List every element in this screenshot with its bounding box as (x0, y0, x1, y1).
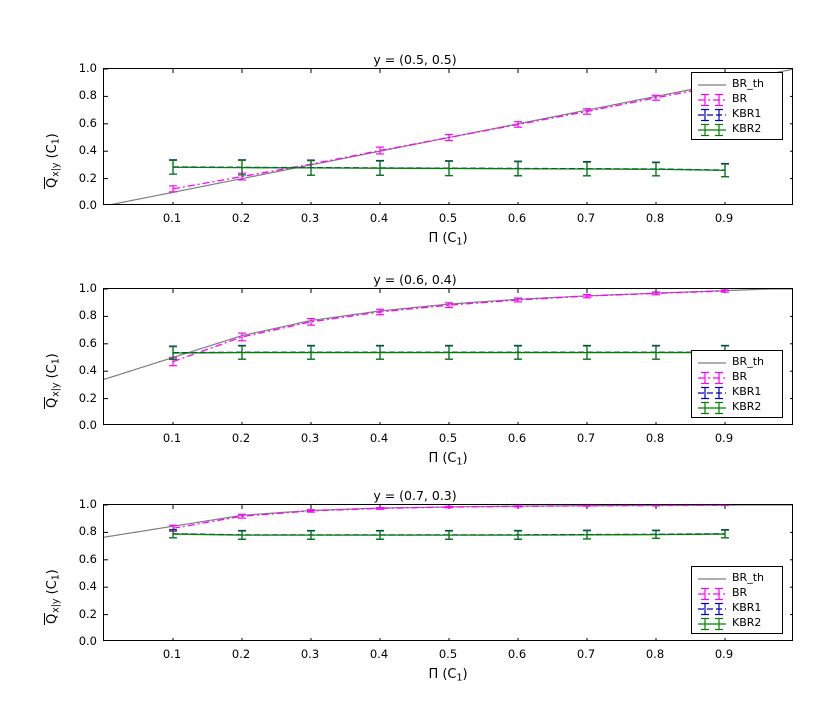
legend-label: KBR1 (732, 384, 762, 398)
legend-item-kbr2[interactable] (696, 121, 777, 136)
x-axis-label-close: ) (462, 231, 468, 246)
legend (691, 566, 783, 634)
legend-label: BR_th (732, 354, 764, 368)
legend-item-kbr1[interactable] (696, 384, 777, 399)
x-tick-label: 0.7 (576, 211, 596, 225)
x-tick-label: 0.8 (645, 431, 665, 445)
y-axis-label-hat-q: Q (45, 177, 60, 188)
x-tick-label: 0.7 (576, 647, 596, 661)
x-axis-label-main: Π (C (428, 231, 457, 246)
panel-title: y = (0.6, 0.4) (373, 272, 457, 287)
x-axis-label-subscript: 1 (456, 456, 463, 468)
x-tick-label: 0.4 (369, 211, 389, 225)
x-tick-label: 0.9 (714, 431, 734, 445)
y-tick-label: 0.8 (78, 88, 97, 103)
legend-swatch-icon (696, 355, 728, 369)
legend-swatch-icon (696, 601, 728, 615)
legend-label: KBR1 (732, 106, 762, 120)
y-tick-label: 0.2 (78, 390, 97, 405)
y-axis-label-subscript-2: 1 (50, 573, 62, 580)
y-axis-label-subscript-2: 1 (50, 357, 62, 364)
legend-label: BR (732, 585, 748, 599)
legend (691, 350, 783, 418)
y-axis-label-close: ) (45, 132, 60, 138)
y-axis-label-subscript: x|y (50, 382, 62, 397)
panel-title: y = (0.7, 0.3) (373, 488, 457, 503)
x-tick-label: 0.1 (162, 647, 182, 661)
legend-item-br_th[interactable] (696, 76, 777, 91)
y-axis-label (45, 569, 61, 625)
y-axis-label-subscript: x|y (50, 598, 62, 613)
legend-item-kbr1[interactable] (696, 106, 777, 121)
legend-label: KBR2 (732, 399, 762, 413)
x-tick-label: 0.5 (438, 211, 458, 225)
plot-area (103, 68, 793, 205)
x-tick-label: 0.2 (231, 431, 251, 445)
x-axis-label (388, 667, 508, 683)
legend-item-br[interactable] (696, 91, 777, 106)
x-axis-label-main: Π (C (428, 667, 457, 682)
y-tick-label: 0.0 (78, 418, 97, 432)
x-tick-label: 0.5 (438, 647, 458, 661)
y-tick-label: 0.2 (78, 170, 97, 185)
x-tick-label: 0.8 (645, 647, 665, 661)
panel-title: y = (0.5, 0.5) (373, 52, 457, 67)
y-axis-label (45, 133, 61, 189)
y-tick-label: 0.4 (78, 143, 97, 158)
legend-swatch-icon (696, 586, 728, 600)
y-axis-label (45, 353, 61, 409)
y-tick-label: 0.4 (78, 363, 97, 378)
x-tick-label: 0.6 (507, 431, 527, 445)
legend-swatch-icon (696, 77, 728, 91)
y-axis-label-rest: (C (45, 143, 60, 163)
y-tick-label: 1.0 (78, 497, 97, 511)
legend-swatch-icon (696, 571, 728, 585)
x-tick-label: 0.8 (645, 211, 665, 225)
y-tick-label: 0.4 (78, 579, 97, 594)
y-tick-label: 1.0 (78, 281, 97, 295)
legend-swatch-icon (696, 122, 728, 136)
x-axis-label-close: ) (462, 667, 468, 682)
y-tick-label: 0.6 (78, 551, 97, 566)
y-axis-label-hat-q: Q (45, 613, 60, 624)
x-tick-label: 0.3 (300, 431, 320, 445)
y-tick-label: 0.0 (78, 634, 97, 648)
y-tick-label: 0.0 (78, 198, 97, 212)
legend-swatch-icon (696, 92, 728, 106)
y-axis-label-rest: (C (45, 363, 60, 383)
legend-item-br_th[interactable] (696, 570, 777, 585)
x-tick-label: 0.3 (300, 647, 320, 661)
x-tick-label: 0.2 (231, 647, 251, 661)
x-tick-label: 0.1 (162, 431, 182, 445)
x-tick-label: 0.6 (507, 211, 527, 225)
legend-swatch-icon (696, 385, 728, 399)
legend-swatch-icon (696, 616, 728, 630)
x-tick-label: 0.2 (231, 211, 251, 225)
x-axis-label (388, 231, 508, 247)
y-tick-label: 0.2 (78, 606, 97, 621)
legend-item-kbr1[interactable] (696, 600, 777, 615)
legend-item-br[interactable] (696, 585, 777, 600)
y-tick-label: 0.8 (78, 308, 97, 323)
x-axis-label-subscript: 1 (456, 672, 463, 684)
legend-swatch-icon (696, 400, 728, 414)
legend-label: KBR2 (732, 121, 762, 135)
y-tick-label: 1.0 (78, 61, 97, 75)
legend-label: BR_th (732, 76, 764, 90)
y-axis-label-close: ) (45, 568, 60, 574)
legend-item-kbr2[interactable] (696, 615, 777, 630)
legend-item-kbr2[interactable] (696, 399, 777, 414)
plot-area (103, 288, 793, 425)
y-tick-label: 0.6 (78, 335, 97, 350)
legend-swatch-icon (696, 107, 728, 121)
y-axis-label-subscript-2: 1 (50, 137, 62, 144)
y-axis-label-rest: (C (45, 579, 60, 599)
x-axis-label-main: Π (C (428, 451, 457, 466)
x-tick-label: 0.9 (714, 211, 734, 225)
x-tick-label: 0.4 (369, 647, 389, 661)
y-tick-label: 0.8 (78, 524, 97, 539)
x-tick-label: 0.4 (369, 431, 389, 445)
x-tick-label: 0.1 (162, 211, 182, 225)
plot-area (103, 504, 793, 641)
x-axis-label-close: ) (462, 451, 468, 466)
y-axis-label-hat-q: Q (45, 397, 60, 408)
y-tick-label: 0.6 (78, 115, 97, 130)
legend-label: BR_th (732, 570, 764, 584)
x-tick-label: 0.3 (300, 211, 320, 225)
x-tick-label: 0.7 (576, 431, 596, 445)
x-tick-label: 0.9 (714, 647, 734, 661)
legend-swatch-icon (696, 370, 728, 384)
legend-item-br_th[interactable] (696, 354, 777, 369)
x-tick-label: 0.6 (507, 647, 527, 661)
x-axis-label (388, 451, 508, 467)
y-axis-label-close: ) (45, 352, 60, 358)
legend-label: BR (732, 91, 748, 105)
legend (691, 72, 783, 140)
legend-label: BR (732, 369, 748, 383)
legend-label: KBR2 (732, 615, 762, 629)
legend-item-br[interactable] (696, 369, 777, 384)
y-axis-label-subscript: x|y (50, 162, 62, 177)
legend-label: KBR1 (732, 600, 762, 614)
x-tick-label: 0.5 (438, 431, 458, 445)
x-axis-label-subscript: 1 (456, 236, 463, 248)
